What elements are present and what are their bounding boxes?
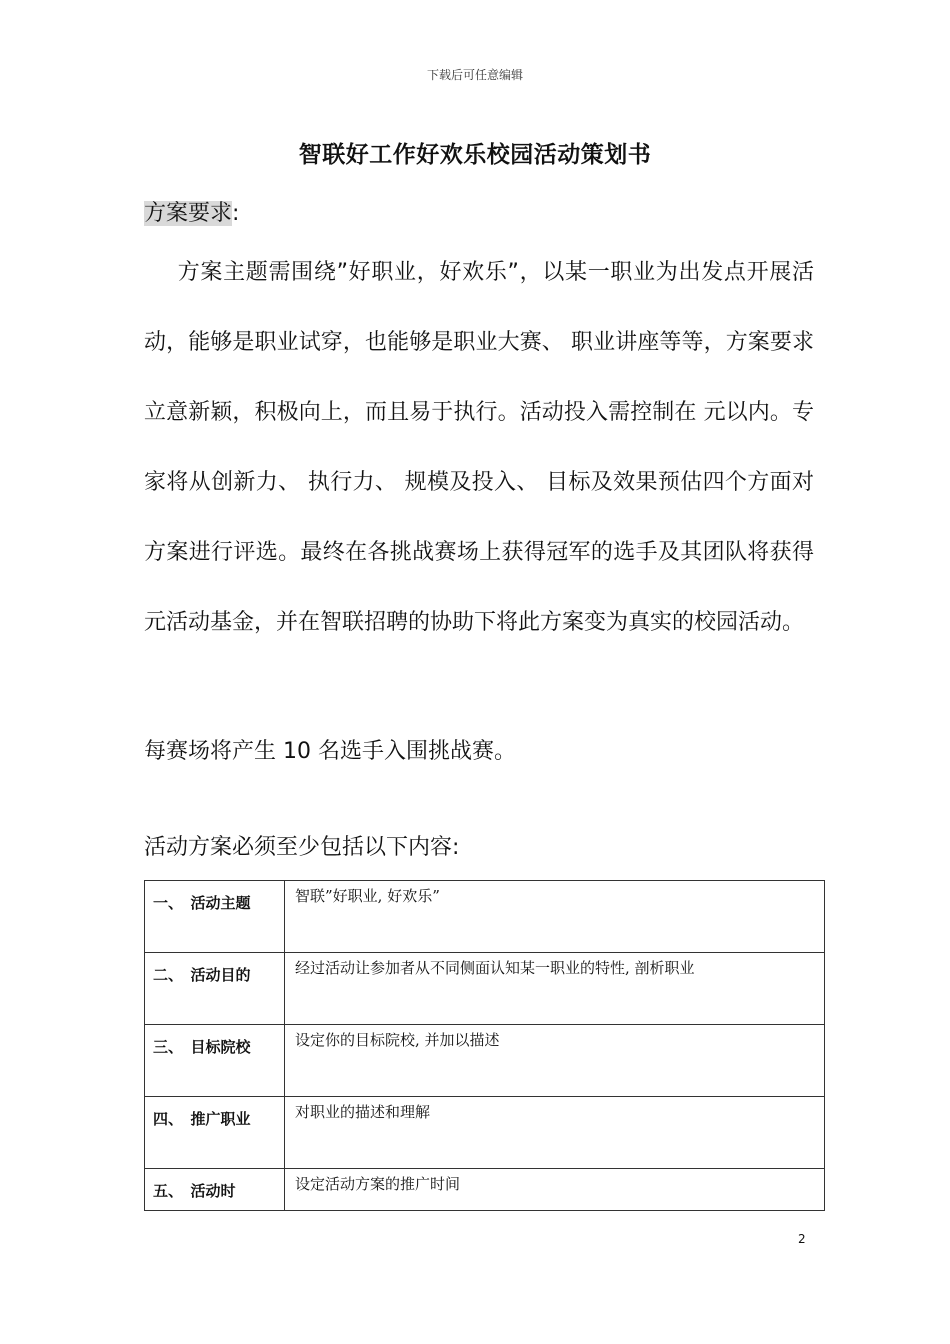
table-cell-desc: 设定活动方案的推广时间: [285, 1169, 825, 1211]
table-cell-item: 二、 活动目的: [145, 953, 285, 1025]
table-row: [145, 1097, 825, 1169]
table-cell-item: 一、 活动主题: [145, 881, 285, 953]
requirements-label-text: 方案要求: [144, 201, 233, 226]
table-cell-desc: 设定你的目标院校, 并加以描述: [285, 1025, 825, 1097]
table-row: [145, 881, 825, 953]
header-note: 下载后可任意编辑: [426, 68, 523, 82]
table-cell-desc: 经过活动让参加者从不同侧面认知某一职业的特性, 剖析职业: [285, 953, 825, 1025]
requirements-colon: :: [232, 201, 240, 226]
table-cell-item: 五、 活动时: [145, 1169, 285, 1211]
requirements-label: [144, 196, 239, 227]
contents-label: 活动方案必须至少包括以下内容:: [144, 835, 460, 860]
table-cell-item: 四、 推广职业: [145, 1097, 285, 1169]
table-row: [145, 1169, 825, 1211]
table-cell-desc: 对职业的描述和理解: [285, 1097, 825, 1169]
requirements-paragraph: [144, 238, 814, 658]
contents-table: [144, 880, 825, 1211]
finalists-sentence: 每赛场将产生 10 名选手入围挑战赛。: [144, 739, 516, 764]
paragraph-text: 方案主题需围绕”好职业，好欢乐”，以某一职业为出发点开展活动，能够是职业试穿，也能够是职业大赛、 职业讲座等等，方案要求立意新颖，积极向上，而且易于执行。活动投入需控制在 元以内。专家将从创新力、 执行力、 规模及投入、 目标及效果预估四个方面对方案进行评选。最终在各挑战赛场上获得冠军的选手及其团队将获得 元活动基金，并在智联招聘的协助下将此方案变为真实的校园活动。: [144, 260, 814, 635]
table-row: [145, 953, 825, 1025]
table-cell-desc: 智联”好职业, 好欢乐”: [285, 881, 825, 953]
table-row: [145, 1025, 825, 1097]
table-cell-item: 三、 目标院校: [145, 1025, 285, 1097]
page-number: 2: [798, 1232, 806, 1246]
document-title: 智联好工作好欢乐校园活动策划书: [298, 142, 652, 168]
